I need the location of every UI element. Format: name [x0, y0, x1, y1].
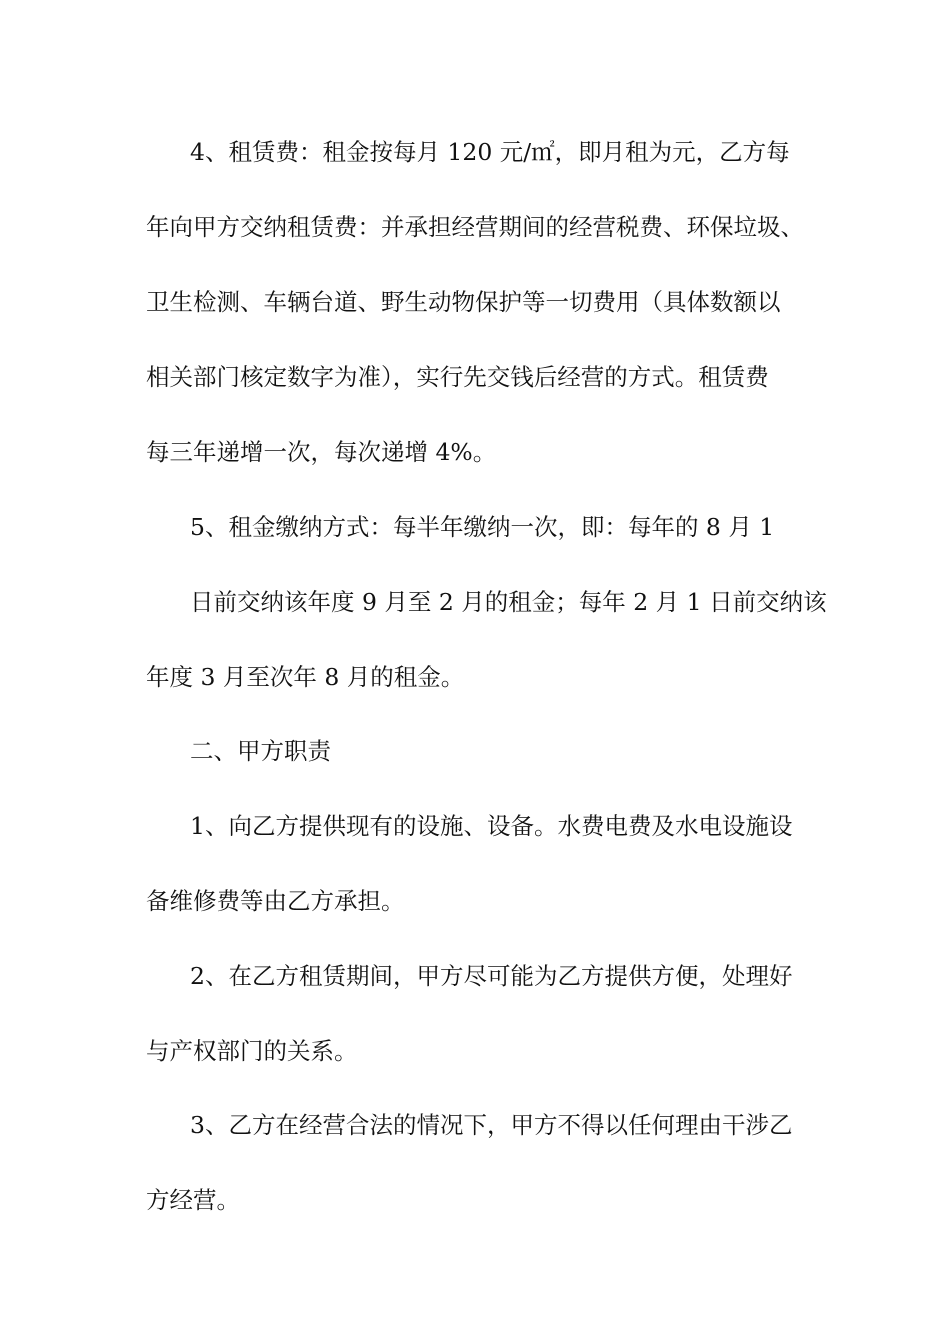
- text-line: 相关部门核定数字为准），实行先交钱后经营的方式。租赁费: [146, 363, 769, 391]
- text-line: 1、向乙方提供现有的设施、设备。水费电费及水电设施设: [190, 812, 793, 840]
- text-line: 方经营。: [146, 1186, 240, 1214]
- text-line: 每三年递增一次，每次递增 4%。: [146, 438, 497, 466]
- text-line: 与产权部门的关系。: [146, 1037, 358, 1065]
- text-line: 卫生检测、车辆台道、野生动物保护等一切费用（具体数额以: [146, 288, 781, 316]
- section-heading: 二、甲方职责: [190, 737, 331, 765]
- text-line: 4、租赁费：租金按每月 120 元/㎡，即月租为元，乙方每: [190, 138, 790, 166]
- text-line: 年向甲方交纳租赁费：并承担经营期间的经营税费、环保垃圾、: [146, 213, 804, 241]
- text-line: 5、租金缴纳方式：每半年缴纳一次，即：每年的 8 月 1: [190, 513, 775, 541]
- text-line: 2、在乙方租赁期间，甲方尽可能为乙方提供方便，处理好: [190, 962, 793, 990]
- text-line: 备维修费等由乙方承担。: [146, 887, 405, 915]
- text-line: 日前交纳该年度 9 月至 2 月的租金；每年 2 月 1 日前交纳该: [190, 588, 827, 616]
- text-line: 3、乙方在经营合法的情况下，甲方不得以任何理由干涉乙: [190, 1111, 793, 1139]
- text-line: 年度 3 月至次年 8 月的租金。: [146, 663, 465, 691]
